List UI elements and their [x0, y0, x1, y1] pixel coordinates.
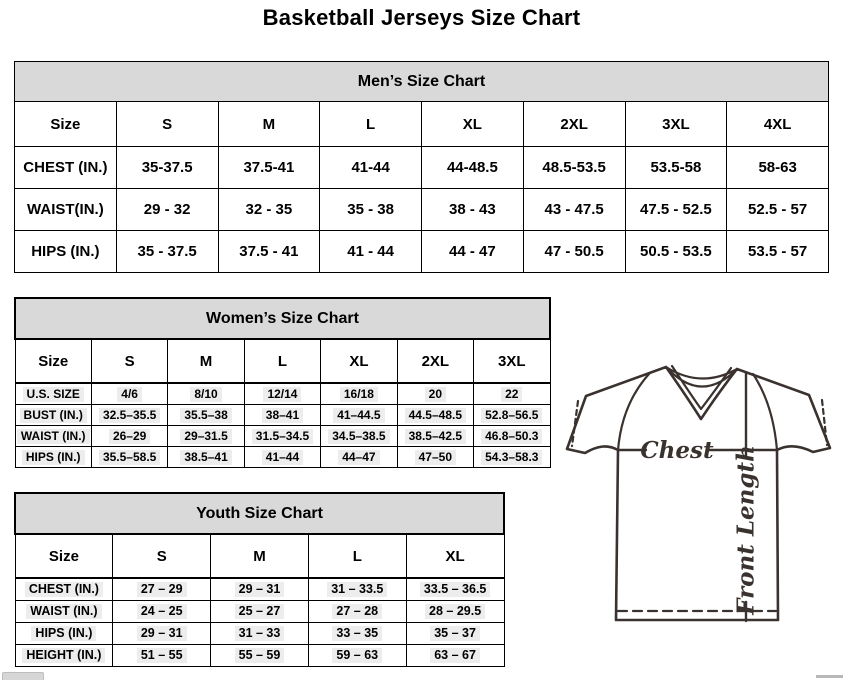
column-header: 2XL	[397, 339, 473, 383]
table-cell: 22	[474, 383, 550, 405]
row-label: CHEST (IN.)	[15, 578, 113, 601]
table-cell: 29–31.5	[168, 426, 244, 447]
table-cell: 27 – 28	[308, 601, 406, 623]
table-cell: 41–44.5	[321, 405, 397, 426]
table-cell: 63 – 67	[406, 645, 504, 667]
table-cell: 28 – 29.5	[406, 601, 504, 623]
table-cell: 37.5-41	[218, 147, 320, 189]
table-cell: 53.5-58	[625, 147, 727, 189]
table-cell: 20	[397, 383, 473, 405]
table-cell: 31 – 33	[211, 623, 309, 645]
column-header: M	[168, 339, 244, 383]
jersey-measurement-diagram	[556, 362, 843, 624]
table-row	[15, 339, 550, 383]
column-header: M	[211, 534, 309, 578]
table-cell: 51 – 55	[113, 645, 211, 667]
table-row	[15, 147, 829, 189]
table-cell: 38.5–41	[168, 447, 244, 468]
table-row	[15, 601, 504, 623]
column-header: L	[244, 339, 320, 383]
table-cell: 41-44	[320, 147, 422, 189]
table-row	[15, 102, 829, 147]
table-cell: 59 – 63	[308, 645, 406, 667]
table-row	[15, 447, 550, 468]
table-cell: 35.5–58.5	[91, 447, 167, 468]
front-length-label: Front Length	[732, 445, 760, 615]
table-cell: 29 – 31	[113, 623, 211, 645]
table-cell: 29 – 31	[211, 578, 309, 601]
table-cell: 50.5 - 53.5	[625, 231, 727, 273]
table-cell: 32.5–35.5	[91, 405, 167, 426]
table-cell: 29 - 32	[116, 189, 218, 231]
table-cell: 35 - 37.5	[116, 231, 218, 273]
row-label: HIPS (IN.)	[15, 623, 113, 645]
mens-size-table	[14, 61, 829, 273]
table-cell: 52.5 - 57	[727, 189, 829, 231]
column-header: Size	[15, 102, 117, 147]
table-cell: 47 - 50.5	[523, 231, 625, 273]
table-cell: 52.8–56.5	[474, 405, 550, 426]
table-cell: 27 – 29	[113, 578, 211, 601]
chest-label: Chest	[640, 437, 714, 464]
table-cell: 44–47	[321, 447, 397, 468]
column-header: 4XL	[727, 102, 829, 147]
row-label: BUST (IN.)	[15, 405, 91, 426]
table-cell: 33 – 35	[308, 623, 406, 645]
table-row	[15, 534, 504, 578]
table-cell: 35 - 38	[320, 189, 422, 231]
table-row	[15, 426, 550, 447]
table-cell: 38.5–42.5	[397, 426, 473, 447]
table-cell: 37.5 - 41	[218, 231, 320, 273]
column-header: 3XL	[474, 339, 550, 383]
scrollbar-thumb-fragment-right[interactable]	[816, 675, 843, 678]
table-cell: 31.5–34.5	[244, 426, 320, 447]
column-header: 2XL	[523, 102, 625, 147]
table-cell: 8/10	[168, 383, 244, 405]
youth-table-title: Youth Size Chart	[15, 493, 504, 534]
row-label: WAIST(IN.)	[15, 189, 117, 231]
table-cell: 47.5 - 52.5	[625, 189, 727, 231]
table-row	[15, 578, 504, 601]
column-header: L	[320, 102, 422, 147]
table-cell: 58-63	[727, 147, 829, 189]
table-cell: 33.5 – 36.5	[406, 578, 504, 601]
column-header: Size	[15, 339, 91, 383]
womens-size-table	[14, 297, 551, 468]
table-cell: 12/14	[244, 383, 320, 405]
table-row	[15, 189, 829, 231]
table-cell: 16/18	[321, 383, 397, 405]
table-cell: 35 – 37	[406, 623, 504, 645]
table-cell: 26–29	[91, 426, 167, 447]
table-cell: 46.8–50.3	[474, 426, 550, 447]
table-cell: 53.5 - 57	[727, 231, 829, 273]
row-label: CHEST (IN.)	[15, 147, 117, 189]
table-cell: 38–41	[244, 405, 320, 426]
column-header: 3XL	[625, 102, 727, 147]
youth-size-table	[14, 492, 505, 667]
row-label: HIPS (IN.)	[15, 447, 91, 468]
table-row	[15, 645, 504, 667]
table-cell: 4/6	[91, 383, 167, 405]
row-label: WAIST (IN.)	[15, 426, 91, 447]
table-cell: 31 – 33.5	[308, 578, 406, 601]
column-header: Size	[15, 534, 113, 578]
table-cell: 44-48.5	[422, 147, 524, 189]
table-row	[15, 383, 550, 405]
table-cell: 54.3–58.3	[474, 447, 550, 468]
table-cell: 35-37.5	[116, 147, 218, 189]
table-cell: 55 – 59	[211, 645, 309, 667]
table-row	[15, 62, 829, 102]
column-header: S	[113, 534, 211, 578]
womens-table-title: Women’s Size Chart	[15, 298, 550, 339]
column-header: M	[218, 102, 320, 147]
table-row	[15, 623, 504, 645]
column-header: XL	[321, 339, 397, 383]
table-cell: 43 - 47.5	[523, 189, 625, 231]
table-cell: 44.5–48.5	[397, 405, 473, 426]
mens-table-title: Men’s Size Chart	[15, 62, 829, 102]
table-cell: 47–50	[397, 447, 473, 468]
column-header: S	[91, 339, 167, 383]
column-header: S	[116, 102, 218, 147]
row-label: HIPS (IN.)	[15, 231, 117, 273]
row-label: WAIST (IN.)	[15, 601, 113, 623]
row-label: U.S. SIZE	[15, 383, 91, 405]
column-header: L	[308, 534, 406, 578]
table-cell: 48.5-53.5	[523, 147, 625, 189]
table-row	[15, 231, 829, 273]
table-row	[15, 298, 550, 339]
column-header: XL	[422, 102, 524, 147]
table-row	[15, 493, 504, 534]
table-cell: 35.5–38	[168, 405, 244, 426]
table-cell: 41 - 44	[320, 231, 422, 273]
page-title: Basketball Jerseys Size Chart	[262, 5, 581, 30]
table-cell: 34.5–38.5	[321, 426, 397, 447]
table-cell: 25 – 27	[211, 601, 309, 623]
table-row	[15, 405, 550, 426]
table-cell: 24 – 25	[113, 601, 211, 623]
column-header: XL	[406, 534, 504, 578]
table-cell: 32 - 35	[218, 189, 320, 231]
row-label: HEIGHT (IN.)	[15, 645, 113, 667]
table-cell: 38 - 43	[422, 189, 524, 231]
table-cell: 44 - 47	[422, 231, 524, 273]
table-cell: 41–44	[244, 447, 320, 468]
